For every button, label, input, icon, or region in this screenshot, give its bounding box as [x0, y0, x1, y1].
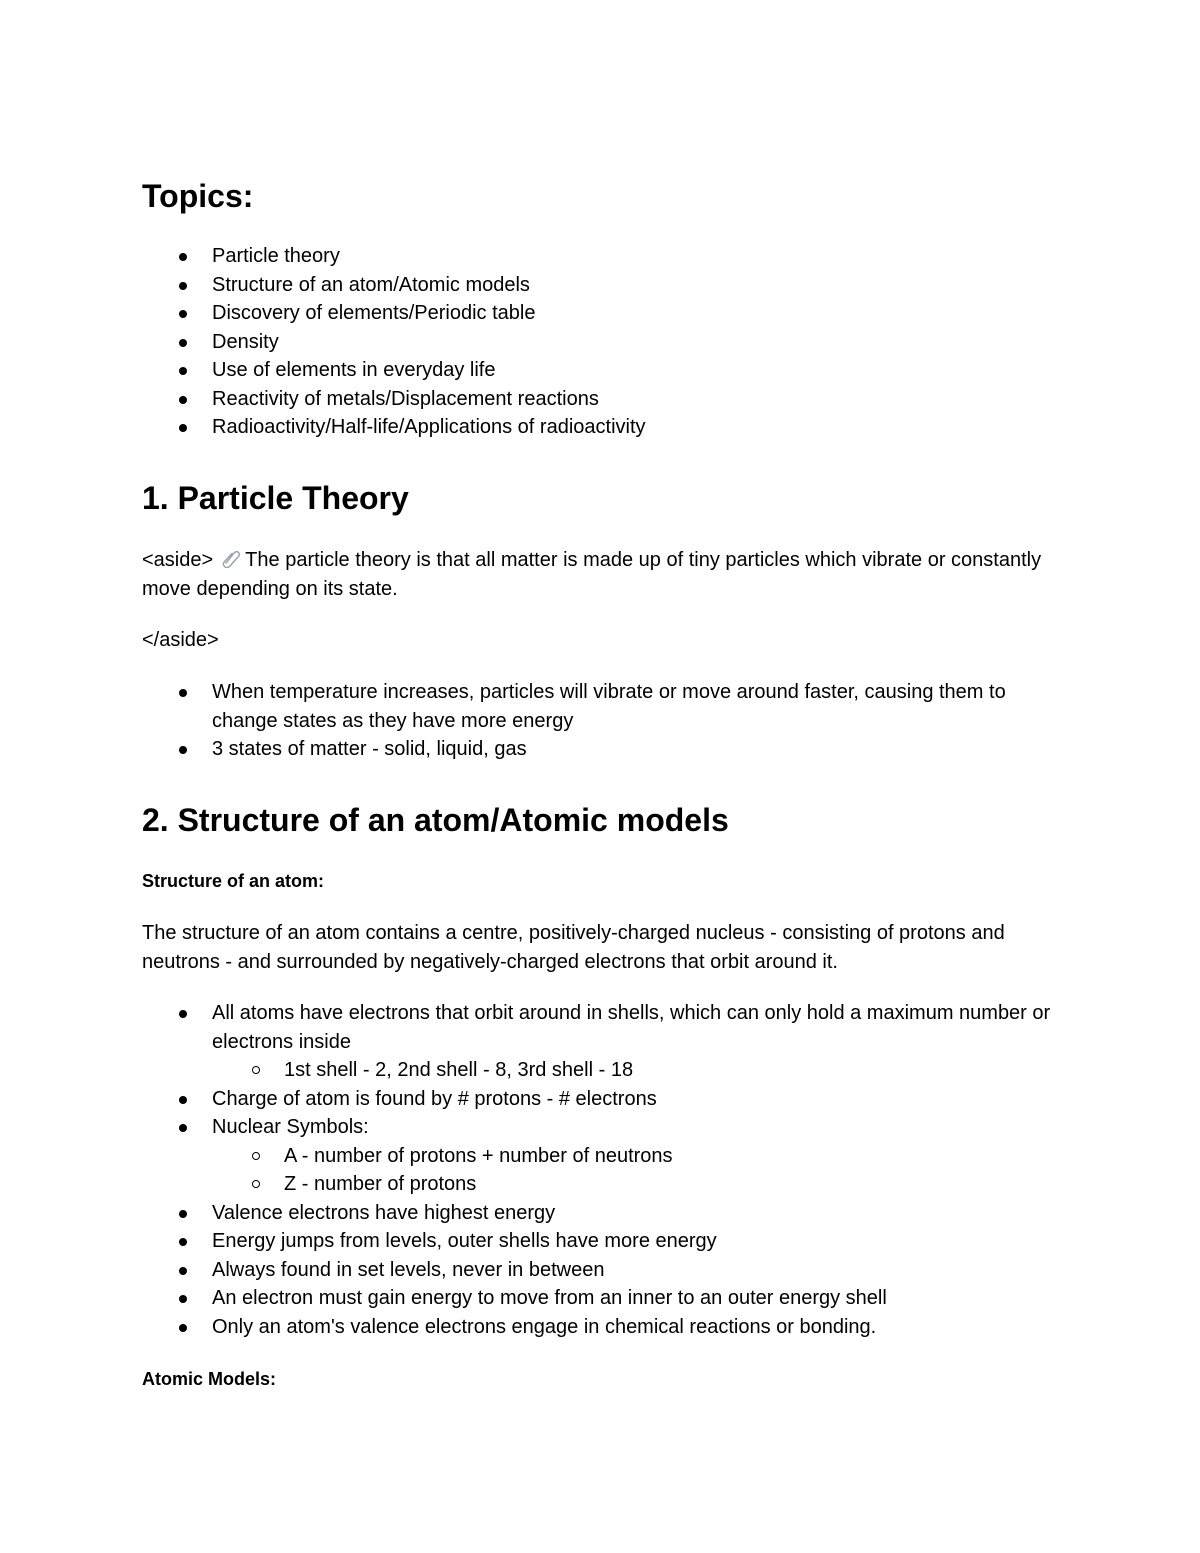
structure-subheading: Structure of an atom:	[142, 871, 325, 891]
bullet-icon	[179, 1010, 187, 1018]
bullet-icon	[179, 396, 187, 404]
structure-list	[142, 999, 1062, 1341]
aside-close-tag: </aside>	[142, 629, 219, 651]
list-item: Only an atom's valence electrons engage in chemical reactions or bonding.	[142, 1313, 1062, 1342]
bullet-icon	[179, 1210, 187, 1218]
topics-heading: Topics:	[142, 178, 254, 214]
list-item: 3 states of matter - solid, liquid, gas	[142, 735, 1062, 764]
sub-list-item: 1st shell - 2, 2nd shell - 8, 3rd shell - 18	[212, 1056, 1062, 1085]
bullet-icon	[179, 339, 187, 347]
bullet-icon	[179, 253, 187, 261]
bullet-icon	[179, 1295, 187, 1303]
particle-theory-list	[142, 678, 1062, 764]
aside-text: The particle theory is that all matter is made up of tiny particles which vibrate or constantly move depending on its state.	[142, 549, 1042, 600]
structure-paragraph: The structure of an atom contains a centre, positively-charged nucleus - consisting of protons and neutrons - and surrounded by negatively-charged electrons that orbit around it.	[142, 922, 1005, 973]
list-item: All atoms have electrons that orbit around in shells, which can only hold a maximum number or electrons inside 1st shell - 2, 2nd shell - 8, 3rd shell - 18	[142, 999, 1062, 1085]
bullet-icon	[179, 1096, 187, 1104]
list-item: Charge of atom is found by # protons - # electrons	[142, 1085, 1062, 1114]
sub-list-item: Z - number of protons	[212, 1170, 1062, 1199]
circle-bullet-icon	[252, 1066, 260, 1074]
circle-bullet-icon	[252, 1180, 260, 1188]
section1-heading: 1. Particle Theory	[142, 480, 409, 516]
bullet-icon	[179, 310, 187, 318]
bullet-icon	[179, 367, 187, 375]
list-item: Nuclear Symbols: A - number of protons + number of neutrons Z - number of protons	[142, 1113, 1062, 1199]
list-item: An electron must gain energy to move from an inner to an outer energy shell	[142, 1284, 1062, 1313]
list-item: Density	[142, 328, 1062, 357]
bullet-icon	[179, 1124, 187, 1132]
aside-open-tag: <aside>	[142, 549, 214, 571]
bullet-icon	[179, 1267, 187, 1275]
bullet-icon	[179, 282, 187, 290]
aside-paragraph	[142, 546, 1052, 603]
list-item: Energy jumps from levels, outer shells have more energy	[142, 1227, 1062, 1256]
list-item: Radioactivity/Half-life/Applications of radioactivity	[142, 413, 1062, 442]
bullet-icon	[179, 424, 187, 432]
list-item: Valence electrons have highest energy	[142, 1199, 1062, 1228]
bullet-icon	[179, 746, 187, 754]
nuclear-sublist	[212, 1142, 1062, 1199]
bullet-icon	[179, 1238, 187, 1246]
section2-heading: 2. Structure of an atom/Atomic models	[142, 802, 729, 838]
list-item: Structure of an atom/Atomic models	[142, 271, 1062, 300]
circle-bullet-icon	[252, 1152, 260, 1160]
list-item: Always found in set levels, never in between	[142, 1256, 1062, 1285]
list-item: Particle theory	[142, 242, 1062, 271]
paperclip-icon	[219, 548, 241, 568]
bullet-icon	[179, 689, 187, 697]
atomic-models-label: Atomic Models:	[142, 1369, 277, 1389]
list-item: Use of elements in everyday life	[142, 356, 1062, 385]
topics-list	[142, 242, 1062, 442]
list-item: Reactivity of metals/Displacement reactions	[142, 385, 1062, 414]
list-item: Discovery of elements/Periodic table	[142, 299, 1062, 328]
shells-sublist	[212, 1056, 1062, 1085]
sub-list-item: A - number of protons + number of neutrons	[212, 1142, 1062, 1171]
bullet-icon	[179, 1324, 187, 1332]
list-item: When temperature increases, particles will vibrate or move around faster, causing them to change states as they have more energy	[142, 678, 1062, 735]
